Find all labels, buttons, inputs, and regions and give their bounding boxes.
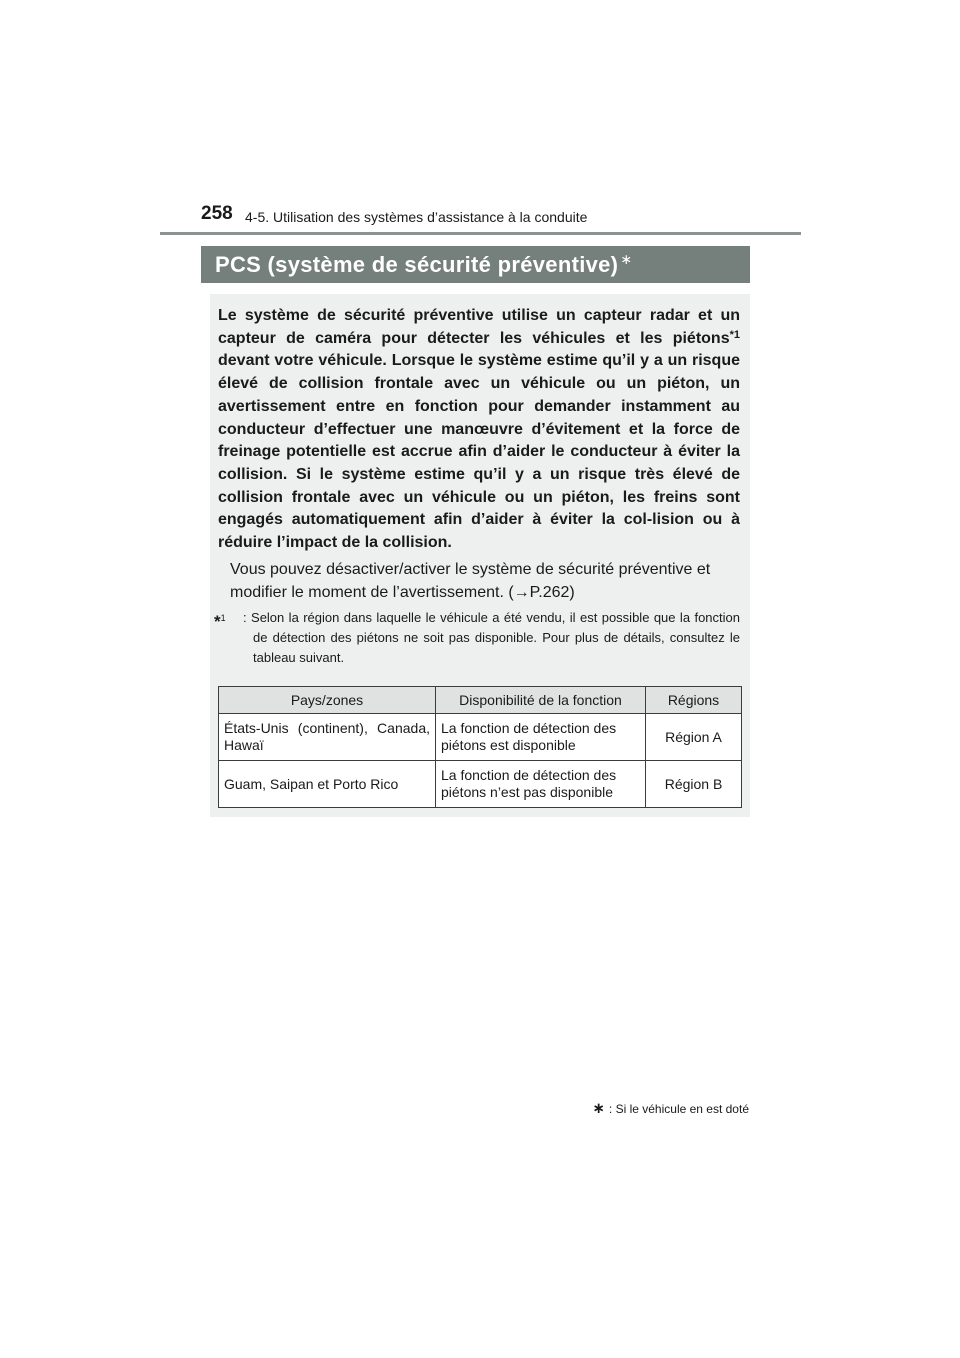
table-cell-region: Région A: [646, 714, 742, 761]
content-box: [210, 294, 750, 817]
bottom-note: [592, 1099, 749, 1117]
footnote-number: 1: [220, 613, 226, 623]
table-cell-country: Guam, Saipan et Porto Rico: [219, 761, 436, 808]
title-band: [201, 246, 750, 283]
footnote-text: : Selon la région dans laquelle le véhicule a été vendu, il est possible que la fonction de détection des piétons ne soit pas disponible. Pour plus de détails, consultez le tableau suivant.: [243, 610, 740, 665]
page-number: 258: [201, 203, 233, 224]
intro-text-part2: devant votre véhicule. Lorsque le système estime qu’il y a un risque élevé de collision frontale avec un véhicule ou un piéton, un avertissement entre en fonction pour demander instamment au conducteur d’effectuer une manœuvre d’évitement et la force de freinage potentielle est accrue afin d’aider le conducteur à éviter la collision. Si le système estime qu’il y a un risque très élevé de collision frontale avec un véhicule ou un piéton, les freins sont engagés automatiquement afin d’aider à éviter la col-lision ou à réduire l’impact de la collision.: [218, 352, 740, 552]
page-title: [215, 251, 632, 278]
asterisk-icon: ∗: [592, 1100, 605, 1117]
table-cell-availability: La fonction de détection des piétons est disponible: [436, 714, 646, 761]
availability-table: [218, 686, 742, 808]
settings-paragraph: Vous pouvez désactiver/activer le système de sécurité préventive et modifier le moment de l’avertissement. (→P.262): [230, 561, 711, 601]
table-header-cell: Disponibilité de la fonction: [436, 687, 646, 714]
table-row: [219, 761, 742, 808]
intro-paragraph: [218, 305, 740, 555]
section-header: 4-5. Utilisation des systèmes d’assistance à la conduite: [245, 209, 588, 225]
intro-text-part1: Le système de sécurité préventive utilise un capteur radar et un capteur de caméra pour détecter les véhicules et les piétons: [218, 307, 740, 347]
table-row: [219, 714, 742, 761]
table-header-cell: Régions: [646, 687, 742, 714]
footnote: [214, 608, 740, 668]
footnote-marker: [214, 608, 226, 633]
table-cell-availability: La fonction de détection des piétons n’est pas disponible: [436, 761, 646, 808]
title-asterisk-mark: ∗: [620, 251, 633, 267]
bottom-note-text: : Si le véhicule en est doté: [608, 1102, 749, 1116]
table-header-cell: Pays/zones: [219, 687, 436, 714]
table-cell-region: Région B: [646, 761, 742, 808]
header-divider: [160, 232, 801, 235]
table-cell-country: États-Unis (continent), Canada, Hawaï: [219, 714, 436, 761]
table-header-row: [219, 687, 742, 714]
footnote-star: *: [214, 612, 221, 631]
page-title-text: PCS (système de sécurité préventive): [215, 252, 619, 277]
footnote-reference: *1: [729, 328, 740, 341]
